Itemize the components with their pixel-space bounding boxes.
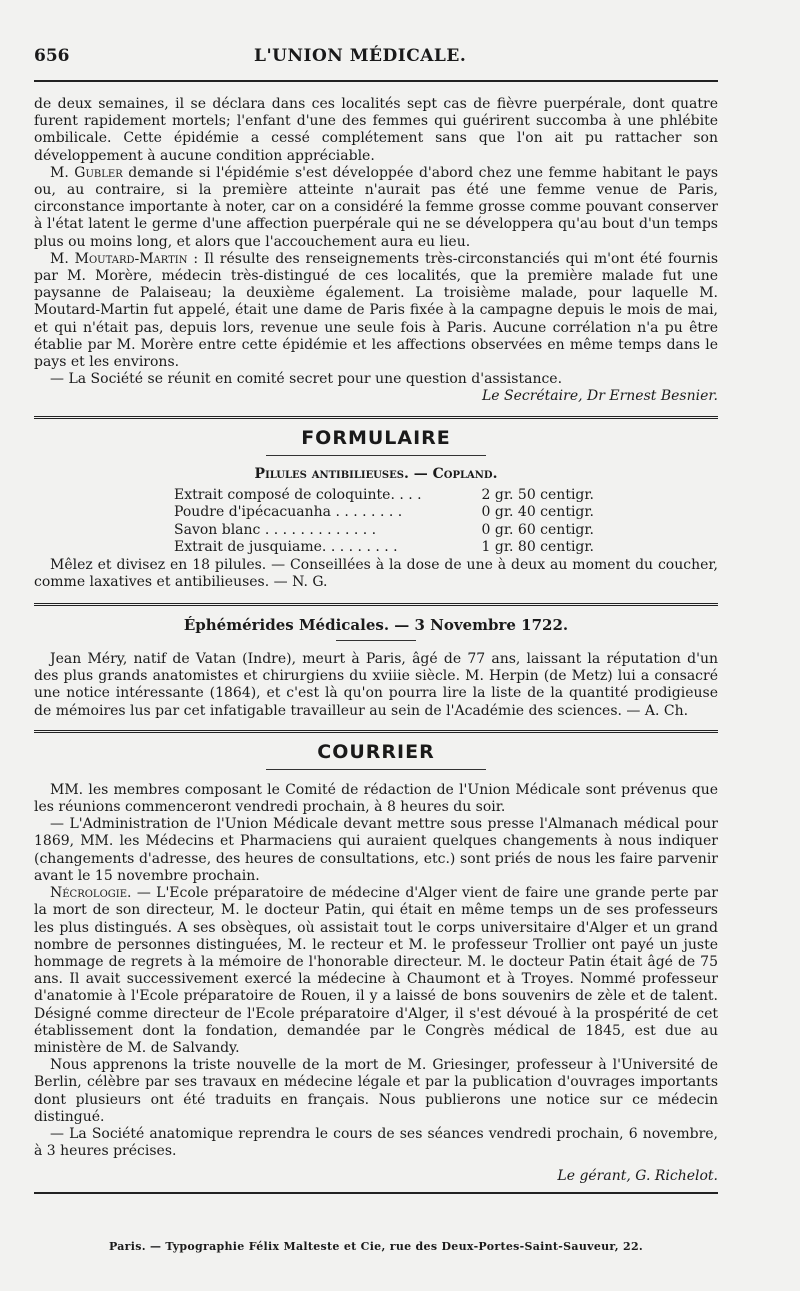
ingredient-row: Poudre d'ipécacuanha . . . . . . . . 0 gr. 40 centigr. — [174, 504, 594, 521]
courrier-paragraph-2: — L'Administration de l'Union Médicale devant mettre sous presse l'Almanach médical pour 1869, MM. les Médecins et Pharmaciens qui auraient quelques changements à nous indiquer (changements d'adresse, des heures de consultations, etc.) sont priés de nous les faire parvenir avant le 15 novembre prochain. — [34, 816, 718, 884]
journal-title: L'UNION MÉDICALE. — [254, 46, 467, 66]
courrier-paragraph-1: MM. les membres composant le Comité de rédaction de l'Union Médicale sont prévenus que les réunions commenceront vendredi prochain, à 8 heures du soir. — [34, 781, 718, 816]
discussion-paragraph-4: — La Société se réunit en comité secret pour une question d'assistance. — [50, 371, 563, 388]
ephemerides-title: Éphémérides Médicales. — 3 Novembre 1722. — [183, 616, 569, 635]
necrologie-paragraph: Nécrologie. — L'Ecole préparatoire de médecine d'Alger vient de faire une grande perte par la mort de son directeur, M. le docteur Patin, qui était en même temps un de ses professeurs les plus distingués. A ses obsèques, où assistait tout le corps universitaire d'Alger et un grand nombre de personnes distinguées, M. le recteur et M. le professeur Trollier ont payé un juste hommage de regrets à la mémoire de l'honorable directeur. M. le docteur Patin était âgé de 75 ans. Il avait successivement exercé la médecine à Chaumont et à Troyes. Nommé professeur d'anatomie à l'Ecole préparatoire de Rouen, il y a laissé de bons souvenirs de zèle et de talent. Désigné comme directeur de l'Ecole préparatoire d'Alger, il s'est dévoué à la prospérité de cet établissement dont la fondation, demandée par le Congrès médical de 1845, est due au ministère de M. de Salvandy. — [34, 885, 719, 1056]
ephemerides-text: Jean Méry, natif de Vatan (Indre), meurt à Paris, âgé de 77 ans, laissant la réputation d'un des plus grands anatomistes et chirurgiens du xviiie siècle. M. Herpin (de Metz) lui a consacré une notice intéressante (1864), et c'est là qu'on pourra lire la liste de la quantité prodigieuse de mémoires lus par cet infatigable travailleur au sein de l'Académie des sciences. — A. Ch. — [34, 651, 718, 719]
formulaire-heading: FORMULAIRE — [301, 426, 451, 449]
necrologie-label: Nécrologie. — [50, 885, 132, 902]
speaker-gubler: M. Gubler — [50, 164, 123, 181]
ingredient-row: Savon blanc . . . . . . . . . . . . . 0 gr. 60 centigr. — [174, 521, 594, 538]
ingredient-list — [174, 487, 594, 557]
formula-instructions: Mêlez et divisez en 18 pilules. — Conseillées à la dose de une à deux au moment du coucher, comme laxatives et antibilieuses. — N. G. — [34, 556, 718, 590]
speaker-moutard-martin: M. Moutard-Martin : — [50, 250, 199, 267]
courrier-paragraph-4: Nous apprenons la triste nouvelle de la mort de M. Griesinger, professeur à l'Université de Berlin, célèbre par ses travaux en médecine légale et par la publication d'ouvrages importants dont plusieurs ont été traduits en français. Nous publierons une notice sur ce médecin distingué. — [34, 1057, 718, 1125]
heading-rule — [266, 455, 486, 456]
ingredient-row: Extrait composé de coloquinte. . . . 2 gr. 50 centigr. — [174, 486, 594, 503]
printer-footer: Paris. — Typographie Félix Malteste et Cie, rue des Deux-Portes-Saint-Sauveur, 22. — [108, 1240, 644, 1253]
courrier-paragraph-5: — La Société anatomique reprendra le cours de ses séances vendredi prochain, 6 novembre, à 3 heures précises. — [34, 1125, 718, 1160]
formula-subtitle: Pilules antibilieuses. — Copland. — [254, 465, 498, 482]
footer-rule — [34, 1192, 718, 1194]
heading-rule — [266, 769, 486, 770]
page-number: 656 — [34, 46, 70, 66]
page-content — [34, 46, 718, 1194]
discussion-paragraph-2: M. Gubler demande si l'épidémie s'est développée d'abord chez une femme habitant le pays ou, au contraire, si la première atteinte n'aurait pas été une femme venue de Paris, circonstance importante à noter, car on a considéré la femme grosse comme pouvant conserver à l'état latent le germe d'une affection puerpérale qui ne se développera qu'au bout d'un temps plus ou moins long, et alors que l'accouchement aura eu lieu. — [34, 164, 718, 250]
courrier-heading: COURRIER — [317, 740, 435, 763]
secretary-signature: Le Secrétaire, Dr Ernest Besnier. — [481, 388, 718, 405]
discussion-paragraph-1: de deux semaines, il se déclara dans ces localités sept cas de fièvre puerpérale, dont quatre furent rapidement mortels; l'enfant d'une des femmes qui guérirent succomba à une phlébite ombilicale. Cette épidémie a cessé complétement sans que l'on ait pu rattacher son développement à aucune condition appréciable. — [34, 96, 718, 164]
ingredient-row: Extrait de jusquiame. . . . . . . . . 1 gr. 80 centigr. — [174, 539, 594, 556]
gerant-signature: Le gérant, G. Richelot. — [557, 1168, 718, 1185]
title-rule — [336, 640, 416, 641]
page-header — [34, 46, 718, 82]
discussion-paragraph-3: M. Moutard-Martin : Il résulte des renseignements très-circonstanciés qui m'ont été fournis par M. Morère, médecin très-distingué de ces localités, que la première malade fut une paysanne de Palaiseau; la deuxième également. La troisième malade, pour laquelle M. Moutard-Martin fut appelé, était une dame de Paris fixée à la campagne depuis le mois de mai, et qui n'était pas, depuis lors, revenue une seule fois à Paris. Aucune corrélation n'a pu être établie par M. Morère entre cette épidémie et les affections observées en même temps dans le pays et les environs. — [34, 250, 719, 371]
